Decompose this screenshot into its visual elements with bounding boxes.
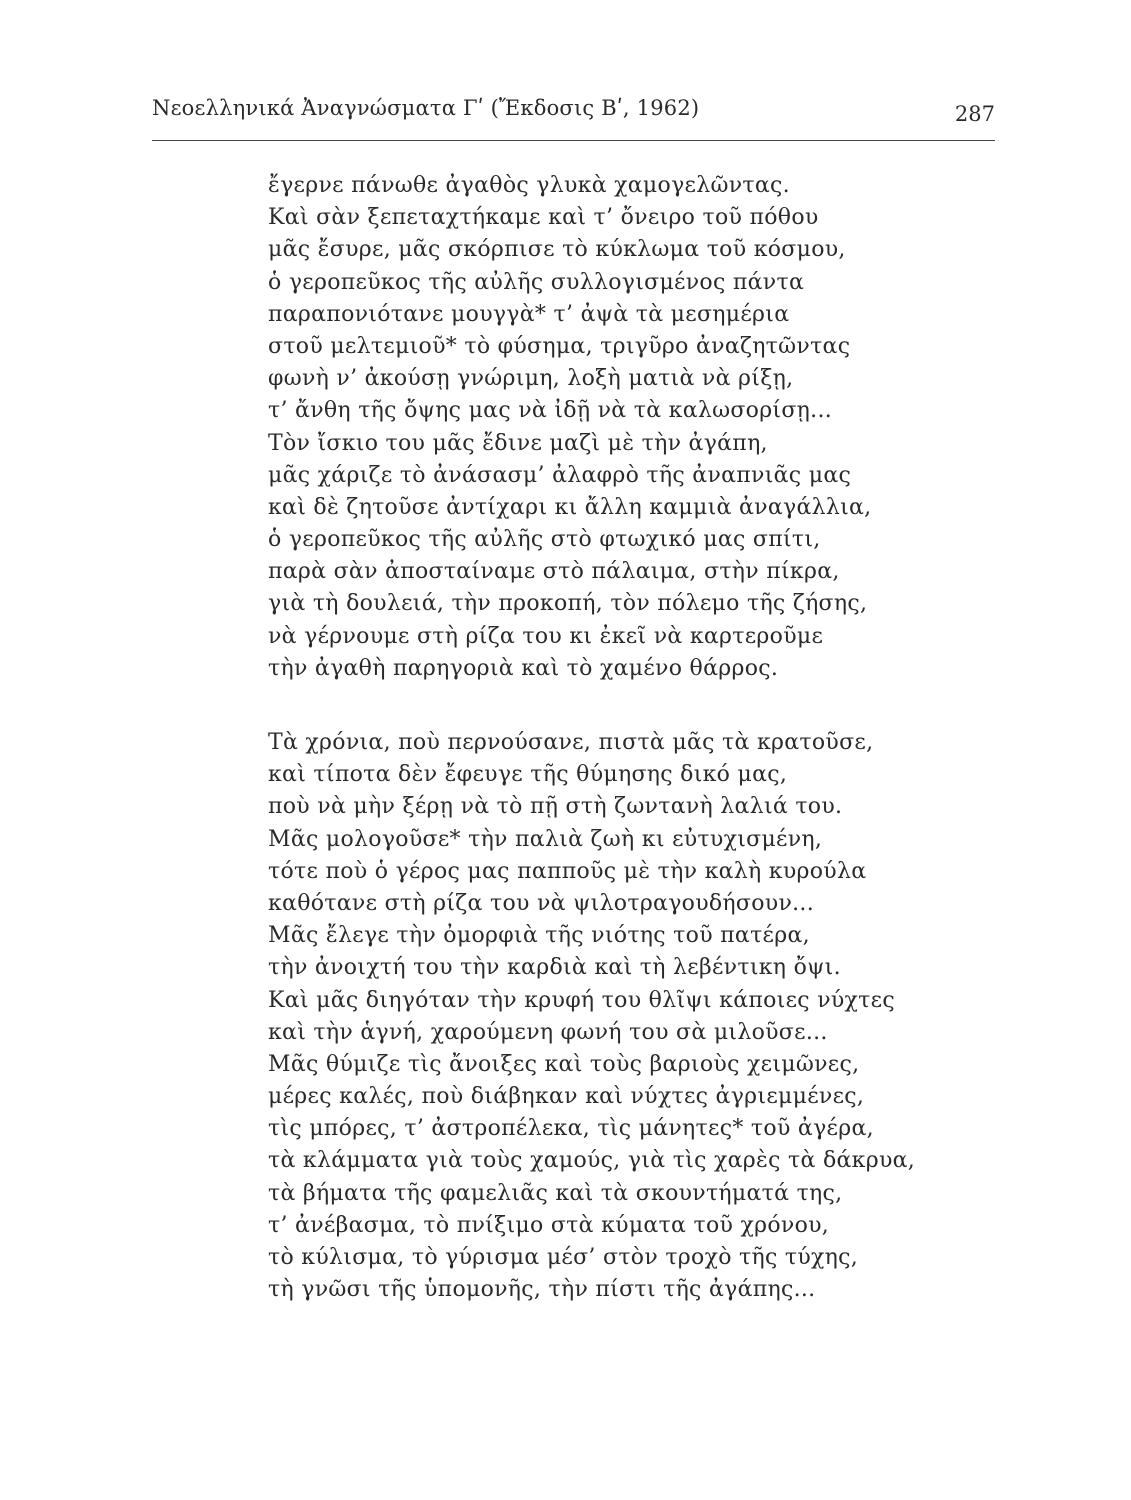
poem-line: στοῦ μελτεμιοῦ* τὸ φύσημα, τριγῦρο ἀναζητῶντας: [268, 333, 851, 359]
poem-line: τὴ γνῶσι τῆς ὑπομονῆς, τὴν πίστι τῆς ἀγάπης...: [268, 1277, 816, 1303]
poem-line: παρὰ σὰν ἀποσταίναμε στὸ πάλαιμα, στὴν πίκρα,: [268, 559, 840, 585]
poem-line: μᾶς ἔσυρε, μᾶς σκόρπισε τὸ κύκλωμα τοῦ κόσμου,: [268, 237, 846, 263]
poem-line: Τὰ χρόνια, ποὺ περνούσανε, πιστὰ μᾶς τὰ κρατοῦσε,: [268, 730, 874, 755]
poem-line: τὴν ἀνοιχτή του τὴν καρδιὰ καὶ τὴ λεβέντικη ὄψι.: [268, 955, 841, 981]
poem-line: Μᾶς θύμιζε τὶς ἄνοιξες καὶ τοὺς βαριοὺς χειμῶνες,: [268, 1051, 860, 1077]
poem-line: τὰ βήματα τῆς φαμελιᾶς καὶ τὰ σκουντήματά της,: [268, 1180, 843, 1206]
poem-line: τὸ κύλισμα, τὸ γύρισμα μέσ’ στὸν τροχὸ τῆς τύχης,: [268, 1245, 859, 1270]
poem-line: καὶ τίποτα δὲν ἔφευγε τῆς θύμησης δικό μας,: [268, 762, 788, 788]
poem-line: τ’ ἀνέβασμα, τὸ πνίξιμο στὰ κύματα τοῦ χρόνου,: [268, 1212, 830, 1238]
poem-line: Μᾶς μολογοῦσε* τὴν παλιὰ ζωὴ κι εὐτυχισμένη,: [268, 826, 823, 852]
poem-line: τὴν ἀγαθὴ παρηγοριὰ καὶ τὸ χαμένο θάρρος.: [268, 655, 779, 681]
poem-line: γιὰ τὴ δουλειά, τὴν προκοπή, τὸν πόλεμο τῆς ζήσης,: [268, 591, 868, 617]
running-title: Νεοελληνικά Ἀναγνώσματα Γʹ (Ἔκδοσις Βʹ, 1962): [152, 96, 700, 120]
poem-line: καθότανε στὴ ρίζα του νὰ ψιλοτραγουδήσουν...: [268, 890, 815, 916]
header-rule: [152, 140, 995, 141]
poem-line: παραπονιότανε μουγγὰ* τ’ ἀψὰ τὰ μεσημέρια: [268, 301, 790, 327]
poem-line: Μᾶς ἔλεγε τὴν ὀμορφιὰ τῆς νιότης τοῦ πατέρα,: [268, 923, 810, 949]
page-number: 287: [954, 102, 995, 126]
stanza-1: [268, 170, 988, 685]
poem-line: νὰ γέρνουμε στὴ ρίζα του κι ἐκεῖ νὰ καρτεροῦμε: [268, 623, 824, 649]
poem-line: τ’ ἄνθη τῆς ὄψης μας νὰ ἰδῇ νὰ τὰ καλωσορίσῃ...: [268, 398, 833, 424]
poem-line: μᾶς χάριζε τὸ ἀνάσασμ’ ἀλαφρὸ τῆς ἀναπνιᾶς μας: [268, 462, 852, 488]
poem-line: φωνὴ ν’ ἀκούσῃ γνώριμη, λοξὴ ματιὰ νὰ ρίξῃ,: [268, 366, 794, 392]
poem-line: μέρες καλές, ποὺ διάβηκαν καὶ νύχτες ἀγριεμμένες,: [268, 1084, 865, 1110]
poem-line: καὶ τὴν ἁγνή, χαρούμενη φωνή του σὰ μιλοῦσε...: [268, 1019, 828, 1045]
stanza-2: [268, 727, 988, 1306]
poem-line: τότε ποὺ ὁ γέρος μας παπποῦς μὲ τὴν καλὴ κυρούλα: [268, 858, 867, 884]
stanza-break: [268, 685, 988, 727]
poem-line: Καὶ σὰν ξεπεταχτήκαμε καὶ τ’ ὄνειρο τοῦ πόθου: [268, 205, 819, 231]
poem-line: τὶς μπόρες, τ’ ἀστροπέλεκα, τὶς μάνητες* τοῦ ἀγέρα,: [268, 1116, 874, 1142]
poem-line: Καὶ μᾶς διηγόταν τὴν κρυφή του θλῖψι κάποιες νύχτες: [268, 987, 895, 1013]
poem-line: ἔγερνε πάνωθε ἀγαθὸς γλυκὰ χαμογελῶντας.: [268, 173, 790, 198]
poem-line: ποὺ νὰ μὴν ξέρῃ νὰ τὸ πῇ στὴ ζωντανὴ λαλιά του.: [268, 794, 843, 820]
running-head: [152, 96, 995, 136]
poem-line: ὁ γεροπεῦκος τῆς αὐλῆς στὸ φτωχικό μας σπίτι,: [268, 527, 821, 553]
poem-line: τὰ κλάμματα γιὰ τοὺς χαμούς, γιὰ τὶς χαρὲς τὰ δάκρυα,: [268, 1148, 916, 1174]
poem-line: καὶ δὲ ζητοῦσε ἀντίχαρι κι ἄλλη καμμιὰ ἀναγάλλια,: [268, 494, 872, 520]
poem-body: [268, 170, 988, 1306]
poem-line: Τὸν ἴσκιο του μᾶς ἔδινε μαζὶ μὲ τὴν ἀγάπη,: [268, 430, 768, 456]
poem-line: ὁ γεροπεῦκος τῆς αὐλῆς συλλογισμένος πάντα: [268, 269, 805, 295]
